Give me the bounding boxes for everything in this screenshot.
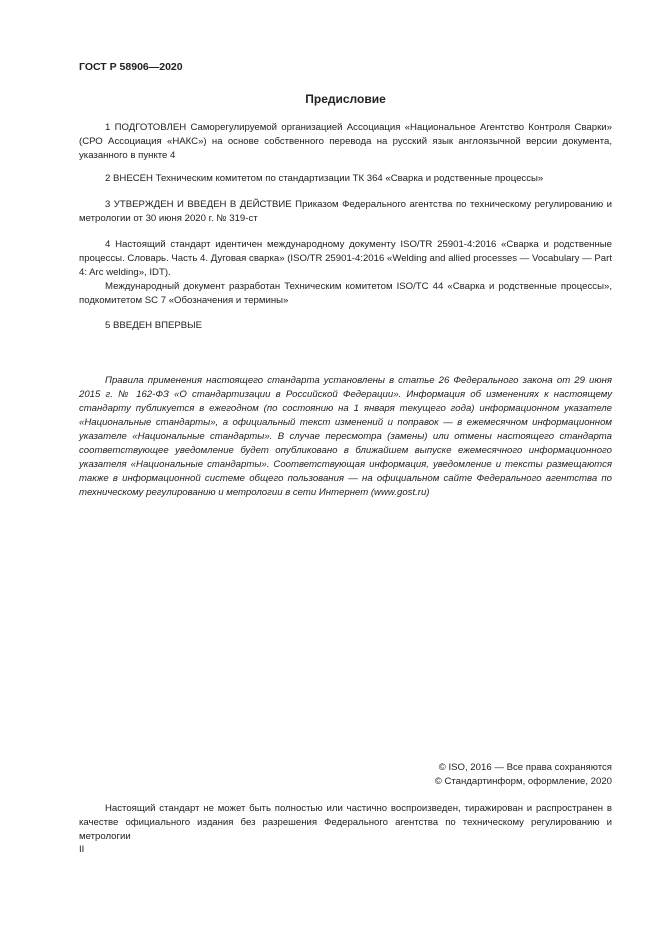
reproduction-notice-text: Настоящий стандарт не может быть полностью или частично воспроизведен, тиражирован и распространен в качестве официального издания без разрешения Федерального агентства по техническому регулированию и метрологии (79, 803, 612, 842)
copyright-standartinform: © Стандартинформ, оформление, 2020 (434, 776, 612, 787)
item-3-text: 3 УТВЕРЖДЕН И ВВЕДЕН В ДЕЙСТВИЕ Приказом Федерального агентства по техническому регулированию и метрологии от 30 июня 2020 г. № 319-ст (79, 199, 612, 224)
item-4-continuation: Международный документ разработан Техническим комитетом ISO/TC 44 «Сварка и родственные процессы», подкомитетом SC 7 «Обозначения и термины» (79, 281, 612, 306)
item-3 (79, 198, 612, 226)
copyright-iso: © ISO, 2016 — Все права сохраняются (438, 762, 612, 773)
item-5 (79, 319, 612, 333)
item-5-text: 5 ВВЕДЕН ВПЕРВЫЕ (105, 320, 203, 331)
page-title: Предисловие (305, 92, 386, 106)
standard-code: ГОСТ Р 58906—2020 (79, 61, 183, 73)
copyright-block (435, 761, 612, 789)
page-number: II (79, 844, 85, 855)
rules-note (79, 374, 612, 500)
item-1 (79, 121, 612, 163)
reproduction-notice (79, 802, 612, 844)
item-4-text: 4 Настоящий стандарт идентичен международному документу ISO/TR 25901-4:2016 «Сварка и родственные процессы. Словарь. Часть 4. Дуговая сварка» (ISO/TR 25901-4:2016 «Welding and allied processes — Vocabulary — Part 4: Arc welding», IDT). (79, 239, 612, 278)
item-1-text: 1 ПОДГОТОВЛЕН Саморегулируемой организацией Ассоциация «Национальное Агентство Контроля Сварки» (СРО Ассоциация «НАКС») на основе собственного перевода на русский язык англоязычной версии документа, указанного в пункте 4 (79, 122, 612, 161)
rules-note-text: Правила применения настоящего стандарта установлены в статье 26 Федерального закона от 29 июня 2015 г. № 162-ФЗ «О стандартизации в Российской Федерации». Информация об изменениях к настоящему стандарту публикуется в ежегодном (по состоянию на 1 января текущего года) информационном указателе «Национальные стандарты», а официальный текст изменений и поправок — в ежемесячном информационном указателе «Национальные стандарты». В случае пересмотра (замены) или отмены настоящего стандарта соответствующее уведомление будет опубликовано в ближайшем выпуске ежемесячного информационного указателя «Национальные стандарты». Соответствующая информация, уведомление и тексты размещаются также в информационной системе общего пользования — на официальном сайте Федерального агентства по техническому регулированию и метрологии в сети Интернет (www.gost.ru) (79, 375, 612, 498)
item-2 (79, 172, 612, 186)
item-2-text: 2 ВНЕСЕН Техническим комитетом по стандартизации ТК 364 «Сварка и родственные процессы» (105, 173, 544, 184)
item-4 (79, 238, 612, 308)
